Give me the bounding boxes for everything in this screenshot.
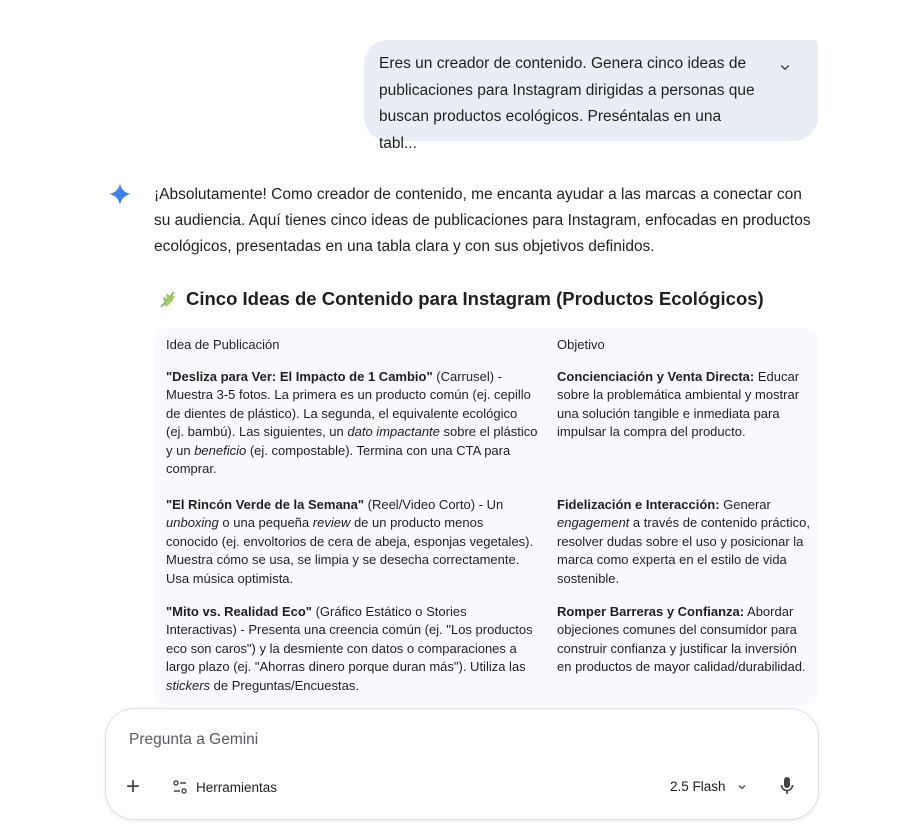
cell-text: (Reel/Video Corto) - Un [364, 497, 504, 512]
table-cell-idea [166, 603, 538, 695]
cell-text: (Carrusel) - Muestra 3-5 fotos. La primera es un producto común (ej. cepillo de dientes de plástico). La segunda, el equivalente ecológico (ej. bambú). Las siguientes, un [166, 369, 531, 440]
table-cell-objective [557, 368, 812, 442]
cell-emphasis: stickers [166, 677, 211, 693]
prompt-box[interactable] [106, 709, 818, 819]
tools-icon [172, 779, 188, 795]
cell-text: o una pequeña [218, 515, 313, 531]
cell-text: (Gráfico Estático o Stories Interactivas) - Presenta una creencia común (ej. "Los productos eco son caros") y la desmiente con datos o comparaciones a largo plazo (ej. "Ahorras dinero porque duran más"). Utiliza las [166, 604, 533, 675]
cell-text: Educar sobre la problemática ambiental y mostrar una solución tangible e inmediata para impulsar la compra del producto. [557, 369, 800, 440]
cell-emphasis: review [312, 515, 351, 531]
table-cell-objective [557, 603, 812, 677]
cell-text: a través de contenido práctico, resolver dudas sobre el uso y posicionar la marca como experta en el estilo de vida sostenible. [557, 515, 810, 586]
plus-icon: + [126, 773, 141, 800]
response-intro: ¡Absolutamente! Como creador de contenido, me encanta ayudar a las marcas a conectar con su audiencia. Aquí tienes cinco ideas de publicaciones para Instagram, enfocadas en productos ecológicos, presentadas en una tabla clara y con sus objetivos definidos. [154, 186, 811, 255]
cell-text: Abordar objeciones comunes del consumidor para construir confianza y justificar la inversión en productos de mayor calidad/durabilidad. [557, 604, 806, 675]
chevron-down-icon [736, 781, 748, 793]
cell-emphasis: dato impactante [347, 424, 440, 440]
tools-button[interactable] [172, 779, 277, 795]
table-cell-idea [166, 496, 538, 588]
herb-icon [158, 289, 178, 309]
cell-title: "Mito vs. Realidad Eco" [166, 604, 312, 619]
cell-title: Concienciación y Venta Directa: [557, 369, 755, 384]
cell-text: de Preguntas/Encuestas. [210, 677, 359, 693]
cell-text: Generar [719, 497, 771, 512]
cell-title: "Desliza para Ver: El Impacto de 1 Cambio" [166, 369, 433, 384]
prompt-input[interactable]: Pregunta a Gemini [129, 731, 259, 748]
table-cell-idea [166, 368, 538, 478]
microphone-icon[interactable] [779, 776, 795, 796]
tools-label: Herramientas [196, 779, 278, 795]
cell-emphasis: beneficio [194, 442, 247, 458]
response-heading [158, 288, 818, 310]
heading-text: Cinco Ideas de Contenido para Instagram (Productos Ecológicos) [186, 288, 764, 309]
column-header-objective: Objetivo [557, 337, 605, 352]
cell-title: Romper Barreras y Confianza: [557, 604, 745, 619]
column-header-idea: Idea de Publicación [166, 337, 280, 352]
ideas-table [155, 328, 818, 706]
cell-title: Fidelización e Interacción: [557, 497, 720, 512]
model-label: 2.5 Flash [670, 779, 726, 794]
chevron-down-icon[interactable] [776, 58, 794, 76]
cell-title: "El Rincón Verde de la Semana" [166, 497, 365, 512]
cell-text: de un producto menos conocido (ej. envoltorios de cera de abeja, esponjas vegetales). Muestra cómo se usa, se limpia y se desecha correctamente. Usa música optimista. [166, 515, 534, 586]
cell-text: (ej. compostable). Termina con una CTA para comprar. [166, 442, 511, 477]
add-button[interactable] [126, 775, 140, 799]
model-selector[interactable] [670, 779, 748, 794]
cell-emphasis: unboxing [166, 515, 219, 531]
table-cell-objective [557, 496, 812, 588]
user-prompt-text: Eres un creador de contenido. Genera cinco ideas de publicaciones para Instagram dirigidas a personas que buscan productos ecológicos. Preséntalas en una tabl... [379, 55, 755, 152]
cell-text: sobre el plástico y un [166, 424, 538, 458]
user-prompt-bubble [364, 40, 818, 152]
gemini-star-icon [108, 182, 132, 206]
cell-emphasis: engagement [557, 515, 630, 531]
